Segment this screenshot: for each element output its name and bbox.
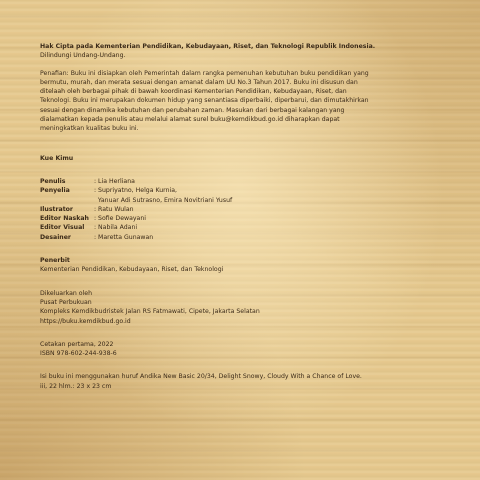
credit-value-supervisor-cont: Yanuar Adi Sutrasno, Emira Novitriani Yusuf <box>94 196 233 204</box>
colophon-fonts: Isi buku ini menggunakan huruf Andika New Basic 20/34, Delight Snowy, Cloudy With a Chance of Love. <box>40 373 362 381</box>
credit-label-text-editor: Editor Naskah <box>40 215 89 223</box>
copyright-heading: Hak Cipta pada Kementerian Pendidikan, Kebudayaan, Riset, dan Teknologi Republik Indonesia. <box>40 43 376 50</box>
copyright-protected: Dilindungi Undang-Undang. <box>40 52 126 60</box>
credit-label-supervisor: Penyelia <box>40 187 70 195</box>
copyright-page <box>40 42 445 391</box>
credit-label-writer: Penulis <box>40 177 66 185</box>
isbn: ISBN 978-602-244-938-6 <box>40 350 117 358</box>
issuer-line: Pusat Perbukuan <box>40 298 92 306</box>
disclaimer-line: sesuai dengan dinamika kebutuhan dan perubahan zaman. Masukan dari berbagai kalangan yang <box>40 106 345 114</box>
issuer <box>40 289 445 326</box>
credit-label-illustrator: Ilustrator <box>40 205 73 213</box>
credit-value-designer: : Maretta Gunawan <box>94 233 154 241</box>
issuer-url: https://buku.kemdikbud.go.id <box>40 317 131 325</box>
issuer-line: Kompleks Kemdikbudristek Jalan RS Fatmawati, Cipete, Jakarta Selatan <box>40 308 260 316</box>
credit-value-writer: : Lia Herliana <box>94 177 135 185</box>
credit-label-designer: Desainer <box>40 233 71 241</box>
credit-value-supervisor: : Supriyatno, Helga Kurnia, <box>94 187 177 195</box>
publisher-heading: Penerbit <box>40 257 70 265</box>
disclaimer-line: Penafian: Buku ini disiapkan oleh Pemerintah dalam rangka pemenuhan kebutuhan buku pendidikan yang <box>40 69 369 77</box>
disclaimer-line: ditelaah oleh berbagai pihak di bawah koordinasi Kementerian Pendidikan, Kebudayaan, Riset, dan <box>40 88 347 96</box>
credit-label-visual-editor: Editor Visual <box>40 224 85 232</box>
disclaimer-line: dialamatkan kepada penulis atau melalui alamat surel buku@kemdikbud.go.id diharapkan dapat <box>40 116 340 124</box>
credit-value-visual-editor: : Nabila Adani <box>94 224 138 232</box>
disclaimer-line: Teknologi. Buku ini merupakan dokumen hidup yang senantiasa diperbaiki, diperbarui, dan dimutakhirkan <box>40 97 369 105</box>
disclaimer <box>40 69 445 134</box>
book-title: Kue Kimu <box>40 154 74 162</box>
colophon-dimensions: iii, 22 hlm.: 23 x 23 cm <box>40 382 112 390</box>
disclaimer-line: meningkatkan kualitas buku ini. <box>40 125 139 133</box>
issuer-line: Dikeluarkan oleh <box>40 289 93 297</box>
credits-list <box>40 177 445 242</box>
publisher-name: Kementerian Pendidikan, Kebudayaan, Riset, dan Teknologi <box>40 266 224 274</box>
disclaimer-line: bermutu, murah, dan merata sesuai dengan amanat dalam UU No.3 Tahun 2017. Buku ini disusun dan <box>40 78 358 86</box>
credit-label-supervisor-cont <box>40 196 94 205</box>
credit-value-illustrator: : Ratu Wulan <box>94 205 134 213</box>
printing-edition: Cetakan pertama, 2022 <box>40 340 114 348</box>
credit-value-text-editor: : Sofie Dewayani <box>94 215 146 223</box>
